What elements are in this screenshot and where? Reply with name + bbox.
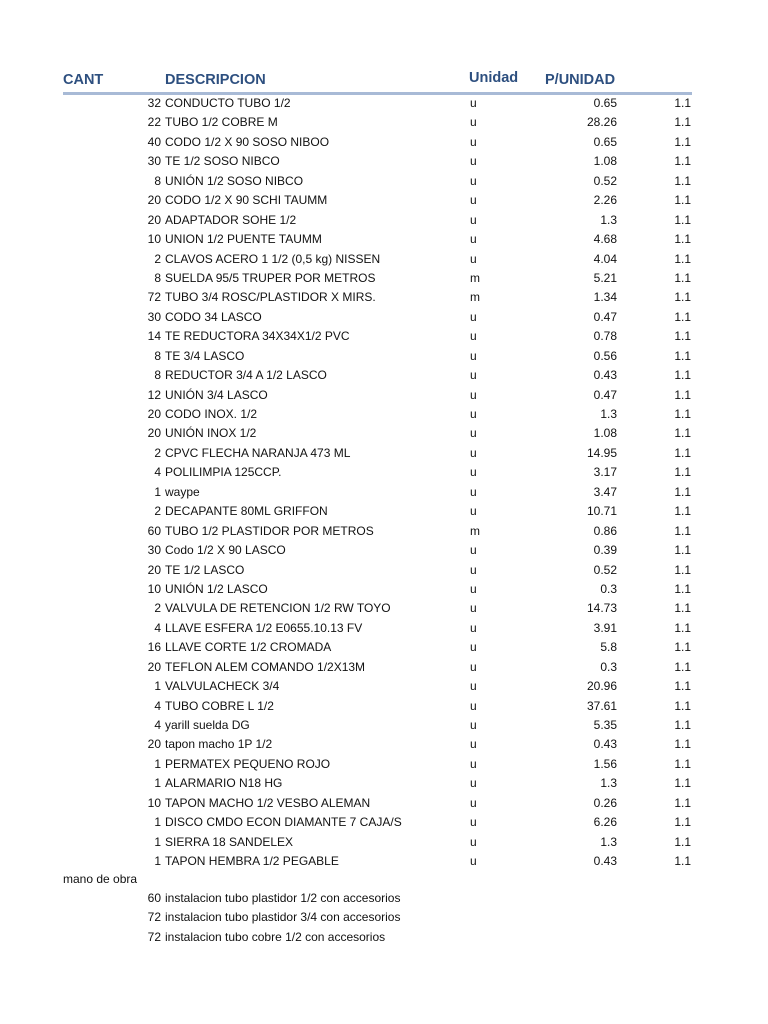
item-unit-price: 0.39 [593,543,617,558]
item-unit-price: 2.26 [593,193,617,208]
item-unit-price: 1.08 [593,426,617,441]
item-unit-price: 0.65 [593,134,617,149]
item-qty: 2 [154,601,161,616]
item-description: TUBO 3/4 ROSC/PLASTIDOR X MIRS. [165,290,376,305]
item-factor: 1.1 [674,640,691,655]
labor-description: instalacion tubo plastidor 3/4 con accesorios [165,910,401,925]
item-description: VALVULA DE RETENCION 1/2 RW TOYO [165,601,391,616]
item-unit-price: 4.68 [593,232,617,247]
item-unit: u [470,407,477,421]
item-factor: 1.1 [674,212,691,227]
item-unit-price: 0.3 [600,581,617,596]
item-qty: 12 [147,387,161,402]
item-unit-price: 6.26 [593,815,617,830]
item-factor: 1.1 [674,96,691,110]
item-unit-price: 1.3 [600,834,617,849]
item-qty: 30 [147,154,161,169]
table-row [0,483,768,502]
item-unit-price: 3.47 [593,484,617,499]
item-unit-price: 0.65 [593,96,617,110]
item-description: CLAVOS ACERO 1 1/2 (0,5 kg) NISSEN [165,251,381,266]
item-factor: 1.1 [674,270,691,285]
item-qty: 1 [154,815,161,830]
item-unit-price: 0.86 [593,523,617,538]
item-description: ADAPTADOR SOHE 1/2 [165,212,297,227]
table-row [0,697,768,716]
item-unit-price: 0.47 [593,309,617,324]
item-factor: 1.1 [674,407,691,421]
item-description: UNIÓN INOX 1/2 [165,426,257,441]
item-qty: 20 [147,659,161,674]
item-qty: 22 [147,115,161,130]
item-description: UNIÓN 1/2 SOSO NIBCO [165,173,304,188]
item-qty: 2 [154,251,161,266]
item-qty: 2 [154,504,161,519]
item-factor: 1.1 [674,601,691,616]
item-description: CODO 34 LASCO [165,309,262,324]
item-unit-price: 14.73 [586,601,617,616]
item-qty: 4 [154,718,161,732]
item-description: LLAVE CORTE 1/2 CROMADA [165,640,332,655]
item-unit: u [470,640,477,655]
table-row [0,463,768,482]
table-row [0,502,768,521]
item-qty: 8 [154,368,161,383]
labor-qty: 72 [147,910,161,925]
table-row [0,191,768,210]
item-unit: m [470,290,480,305]
table-row [0,541,768,560]
item-factor: 1.1 [674,776,691,791]
item-factor: 1.1 [674,523,691,538]
item-factor: 1.1 [674,232,691,247]
item-unit: u [470,387,477,402]
item-description: tapon macho 1P 1/2 [165,737,273,752]
item-description: TE 3/4 LASCO [165,348,245,363]
table-row [0,250,768,269]
labor-description: instalacion tubo cobre 1/2 con accesorios [165,929,386,944]
item-unit: u [470,776,477,791]
table-row [0,113,768,132]
item-description: TE 1/2 SOSO NIBCO [165,154,280,169]
item-unit-price: 0.43 [593,368,617,383]
item-description: CODO 1/2 X 90 SOSO NIBOO [165,134,330,149]
item-factor: 1.1 [674,737,691,752]
item-qty: 2 [154,445,161,460]
item-factor: 1.1 [674,134,691,149]
item-factor: 1.1 [674,659,691,674]
item-unit: u [470,173,477,188]
table-row [0,230,768,249]
item-description: CPVC FLECHA NARANJA 473 ML [165,445,351,460]
item-unit: u [470,543,477,558]
item-qty: 1 [154,679,161,694]
item-factor: 1.1 [674,193,691,208]
item-description: CONDUCTO TUBO 1/2 [165,96,291,110]
item-description: UNION 1/2 PUENTE TAUMM [165,232,322,247]
item-unit: u [470,368,477,383]
header-unidad: Unidad [469,70,519,86]
item-description: LLAVE ESFERA 1/2 E0655.10.13 FV [165,620,363,635]
item-description: CODO INOX. 1/2 [165,407,258,421]
item-factor: 1.1 [674,504,691,519]
item-qty: 10 [147,795,161,810]
item-description: TUBO 1/2 PLASTIDOR POR METROS [165,523,374,538]
item-unit-price: 1.08 [593,154,617,169]
header-descripcion: DESCRIPCION [165,72,266,88]
item-description: CODO 1/2 X 90 SCHI TAUMM [165,193,328,208]
item-unit: u [470,348,477,363]
item-unit-price: 37.61 [586,698,617,713]
item-unit: u [470,854,477,869]
item-unit: u [470,659,477,674]
labor-table [0,889,768,947]
item-description: UNIÓN 3/4 LASCO [165,387,268,402]
table-row [0,638,768,657]
item-unit: u [470,737,477,752]
item-unit-price: 0.26 [593,795,617,810]
item-unit: m [470,523,480,538]
item-description: TE REDUCTORA 34X34X1/2 PVC [165,329,350,344]
table-row [0,152,768,171]
item-factor: 1.1 [674,251,691,266]
item-unit: u [470,193,477,208]
labor-qty: 60 [147,891,161,905]
labor-row [0,908,768,927]
item-factor: 1.1 [674,718,691,732]
item-factor: 1.1 [674,348,691,363]
item-qty: 16 [147,640,161,655]
item-unit-price: 0.52 [593,562,617,577]
item-factor: 1.1 [674,562,691,577]
item-qty: 10 [147,581,161,596]
item-unit: u [470,329,477,344]
item-unit: u [470,795,477,810]
item-description: TE 1/2 LASCO [165,562,245,577]
item-qty: 4 [154,698,161,713]
item-qty: 8 [154,270,161,285]
table-row [0,813,768,832]
item-description: PERMATEX PEQUENO ROJO [165,756,331,771]
table-row [0,424,768,443]
labor-qty: 72 [147,929,161,944]
table-row [0,755,768,774]
item-description: UNIÓN 1/2 LASCO [165,581,268,596]
table-row [0,327,768,346]
item-unit: u [470,134,477,149]
item-qty: 20 [147,426,161,441]
item-factor: 1.1 [674,387,691,402]
labor-title: mano de obra [63,872,138,886]
item-unit: u [470,718,477,732]
item-qty: 30 [147,543,161,558]
item-qty: 20 [147,193,161,208]
item-qty: 1 [154,776,161,791]
item-factor: 1.1 [674,445,691,460]
item-description: TUBO 1/2 COBRE M [165,115,278,130]
item-qty: 32 [147,96,161,110]
item-unit: u [470,465,477,480]
item-qty: 1 [154,756,161,771]
item-factor: 1.1 [674,368,691,383]
table-row [0,735,768,754]
item-factor: 1.1 [674,620,691,635]
item-description: Codo 1/2 X 90 LASCO [165,543,286,558]
table-row [0,852,768,871]
table-row [0,94,768,113]
item-unit: u [470,484,477,499]
item-unit-price: 4.04 [593,251,617,266]
item-unit-price: 1.3 [600,407,617,421]
item-description: REDUCTOR 3/4 A 1/2 LASCO [165,368,327,383]
item-factor: 1.1 [674,115,691,130]
item-description: yarill suelda DG [165,718,250,732]
table-row [0,619,768,638]
item-qty: 20 [147,562,161,577]
table-row [0,794,768,813]
item-unit-price: 5.8 [600,640,617,655]
item-unit: u [470,620,477,635]
item-factor: 1.1 [674,426,691,441]
labor-row [0,928,768,947]
item-description: TEFLON ALEM COMANDO 1/2X13M [165,659,366,674]
table-row [0,599,768,618]
item-unit-price: 1.3 [600,776,617,791]
item-unit: u [470,309,477,324]
table-row [0,347,768,366]
table-row [0,833,768,852]
item-factor: 1.1 [674,698,691,713]
item-qty: 14 [147,329,161,344]
item-qty: 20 [147,407,161,421]
item-qty: 8 [154,348,161,363]
item-factor: 1.1 [674,290,691,305]
table-row [0,774,768,793]
labor-row [0,889,768,908]
item-unit: u [470,212,477,227]
item-qty: 20 [147,212,161,227]
item-unit-price: 0.78 [593,329,617,344]
table-row [0,561,768,580]
item-factor: 1.1 [674,154,691,169]
item-unit: u [470,815,477,830]
item-qty: 1 [154,484,161,499]
item-factor: 1.1 [674,465,691,480]
item-description: TAPON HEMBRA 1/2 PEGABLE [165,854,339,869]
item-factor: 1.1 [674,309,691,324]
item-factor: 1.1 [674,484,691,499]
table-row [0,522,768,541]
item-description: POLILIMPIA 125CCP. [165,465,282,480]
item-factor: 1.1 [674,329,691,344]
item-factor: 1.1 [674,854,691,869]
table-row [0,172,768,191]
item-description: ALARMARIO N18 HG [165,776,283,791]
table-row [0,269,768,288]
item-unit-price: 1.34 [593,290,617,305]
table-row [0,444,768,463]
item-unit-price: 0.43 [593,854,617,869]
item-unit-price: 0.52 [593,173,617,188]
item-qty: 4 [154,465,161,480]
item-factor: 1.1 [674,173,691,188]
item-qty: 60 [147,523,161,538]
item-unit: u [470,154,477,169]
item-factor: 1.1 [674,795,691,810]
table-row [0,405,768,424]
item-unit: u [470,562,477,577]
item-unit-price: 5.35 [593,718,617,732]
item-qty: 20 [147,737,161,752]
item-unit: u [470,426,477,441]
item-qty: 1 [154,834,161,849]
table-row [0,716,768,735]
item-unit-price: 3.17 [593,465,617,480]
item-unit-price: 10.71 [586,504,617,519]
item-unit-price: 20.96 [586,679,617,694]
table-row [0,133,768,152]
item-unit-price: 1.56 [593,756,617,771]
labor-description: instalacion tubo plastidor 1/2 con accesorios [165,891,401,905]
item-factor: 1.1 [674,581,691,596]
item-factor: 1.1 [674,756,691,771]
item-unit: m [470,270,480,285]
items-table [0,94,768,872]
item-qty: 72 [147,290,161,305]
header-cant: CANT [63,72,104,88]
item-qty: 8 [154,173,161,188]
item-factor: 1.1 [674,679,691,694]
table-row [0,308,768,327]
table-row [0,658,768,677]
item-unit: u [470,581,477,596]
item-unit-price: 3.91 [593,620,617,635]
item-unit: u [470,601,477,616]
item-factor: 1.1 [674,543,691,558]
item-description: waype [165,484,200,499]
item-unit: u [470,698,477,713]
item-description: SIERRA 18 SANDELEX [165,834,294,849]
item-unit: u [470,445,477,460]
item-unit: u [470,96,477,110]
item-description: TAPON MACHO 1/2 VESBO ALEMAN [165,795,371,810]
table-row [0,580,768,599]
item-qty: 4 [154,620,161,635]
item-unit: u [470,504,477,519]
item-unit-price: 5.21 [593,270,617,285]
item-unit-price: 0.56 [593,348,617,363]
item-qty: 1 [154,854,161,869]
table-row [0,211,768,230]
item-qty: 30 [147,309,161,324]
item-factor: 1.1 [674,815,691,830]
item-unit: u [470,679,477,694]
item-unit-price: 14.95 [586,445,617,460]
item-description: VALVULACHECK 3/4 [165,679,280,694]
item-unit-price: 0.47 [593,387,617,402]
item-description: DISCO CMDO ECON DIAMANTE 7 CAJA/S [165,815,402,830]
item-unit-price: 1.3 [600,212,617,227]
table-row [0,366,768,385]
item-unit: u [470,251,477,266]
item-qty: 10 [147,232,161,247]
item-unit: u [470,115,477,130]
item-unit: u [470,756,477,771]
table-row [0,386,768,405]
item-description: TUBO COBRE L 1/2 [165,698,274,713]
item-description: SUELDA 95/5 TRUPER POR METROS [165,270,376,285]
item-qty: 40 [147,134,161,149]
header-p-unidad: P/UNIDAD [545,72,616,88]
item-unit-price: 28.26 [586,115,617,130]
item-unit-price: 0.43 [593,737,617,752]
item-unit: u [470,834,477,849]
table-row [0,677,768,696]
item-unit-price: 0.3 [600,659,617,674]
item-factor: 1.1 [674,834,691,849]
table-row [0,288,768,307]
item-unit: u [470,232,477,247]
item-description: DECAPANTE 80ML GRIFFON [165,504,328,519]
